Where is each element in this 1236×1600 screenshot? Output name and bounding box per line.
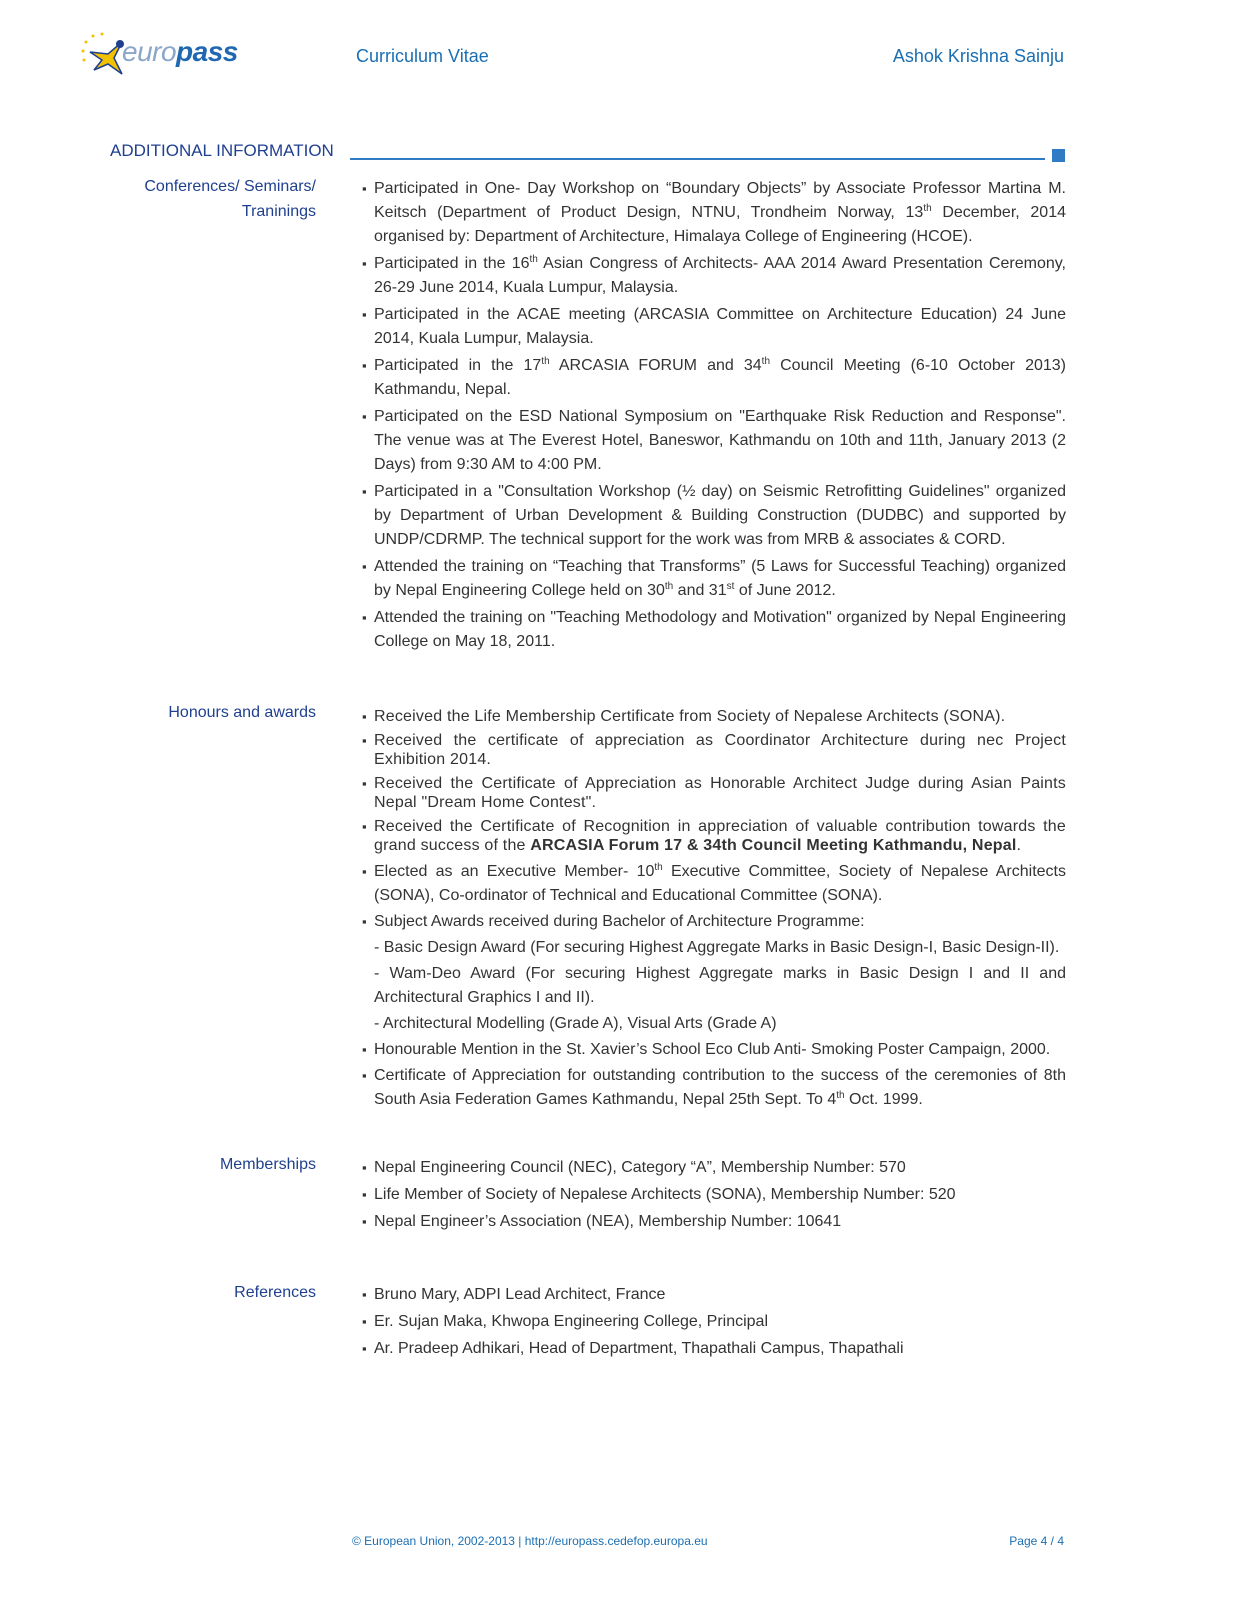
list-item: ▪ Nepal Engineering Council (NEC), Category “A”, Membership Number: 570 [362,1156,1066,1180]
list-item: ▪ Nepal Engineer’s Association (NEA), Membership Number: 10641 [362,1210,1066,1234]
list-item: ▪ Participated in a "Consultation Workshop (½ day) on Seismic Retrofitting Guidelines" organized by Department of Urban Development & Building Construction (DUDBC) and supported by UNDP/CDRMP. The technical support for the work was from MRB & associates & CORD. [362,480,1066,552]
list-item: ▪ Participated on the ESD National Symposium on "Earthquake Risk Reduction and Response". The venue was at The Everest Hotel, Baneswor, Kathmandu on 10th and 11th, January 2013 (2 Days) from 9:30 AM to 4:00 PM. [362,405,1066,477]
list-item: ▪ Attended the training on “Teaching that Transforms” (5 Laws for Successful Teaching) organized by Nepal Engineering College held on 30th and 31st of June 2012. [362,555,1066,603]
list-item: ▪ Er. Sujan Maka, Khwopa Engineering College, Principal [362,1310,1066,1334]
europass-logo [78,30,238,80]
list-subitem: - Basic Design Award (For securing Highest Aggregate Marks in Basic Design-I, Basic Design-II). [374,939,1060,956]
conferences-label: Conferences/ Seminars/ Traninings [144,178,316,220]
list-item: ▪ Received the Certificate of Recognition in appreciation of valuable contribution towards the grand success of the ARCASIA Forum 17 & 34th Council Meeting Kathmandu, Nepal. [362,817,1066,855]
section-title: ADDITIONAL INFORMATION [110,141,334,160]
honours-label: Honours and awards [168,704,316,721]
list-item: ▪ Certificate of Appreciation for outstanding contribution to the success of the ceremonies of 8th South Asia Federation Games Kathmandu, Nepal 25th Sept. To 4th Oct. 1999. [362,1064,1066,1112]
person-name: Ashok Krishna Sainju [892,46,1064,66]
list-item: ▪ Life Member of Society of Nepalese Architects (SONA), Membership Number: 520 [362,1183,1066,1207]
list-item: ▪ Participated in One- Day Workshop on “Boundary Objects” by Associate Professor Martina M. Keitsch (Department of Product Design, NTNU, Trondheim Norway, 13th December, 2014 organised by: Department of Architecture, Himalaya College of Engineering (HCOE). [362,177,1066,249]
list-item: ▪ Participated in the 17th ARCASIA FORUM and 34th Council Meeting (6-10 October 2013) Kathmandu, Nepal. [362,354,1066,402]
conferences-list [362,177,1066,657]
page-number: Page 4 / 4 [1009,1534,1064,1548]
list-item: ▪ Received the Certificate of Appreciation as Honorable Architect Judge during Asian Paints Nepal "Dream Home Contest". [362,774,1066,812]
section-marker-square [1052,149,1065,162]
list-item: ▪ Received the certificate of appreciation as Coordinator Architecture during nec Project Exhibition 2014. [362,731,1066,769]
list-item: ▪ Received the Life Membership Certificate from Society of Nepalese Architects (SONA). [362,707,1066,726]
references-label: References [234,1284,316,1301]
list-item: ▪ Attended the training on "Teaching Methodology and Motivation" organized by Nepal Engineering College on May 18, 2011. [362,606,1066,654]
list-item: ▪ Participated in the ACAE meeting (ARCASIA Committee on Architecture Education) 24 June 2014, Kuala Lumpur, Malaysia. [362,303,1066,351]
list-item: ▪ Elected as an Executive Member- 10th Executive Committee, Society of Nepalese Architects (SONA), Co-ordinator of Technical and Educational Committee (SONA). [362,860,1066,908]
honours-list [362,707,1066,1114]
footer-copyright-link[interactable]: © European Union, 2002-2013 | http://europass.cedefop.europa.eu [352,1534,708,1548]
memberships-label: Memberships [219,1156,316,1173]
list-item: ▪ Bruno Mary, ADPI Lead Architect, France [362,1283,1066,1307]
list-item: ▪ Honourable Mention in the St. Xavier’s School Eco Club Anti- Smoking Poster Campaign, 2000. [362,1038,1066,1062]
list-item: ▪ Participated in the 16th Asian Congress of Architects- AAA 2014 Award Presentation Ceremony, 26-29 June 2014, Kuala Lumpur, Malaysia. [362,252,1066,300]
list-item: ▪ Ar. Pradeep Adhikari, Head of Department, Thapathali Campus, Thapathali [362,1337,1066,1361]
references-list [362,1283,1066,1364]
document-title: Curriculum Vitae [356,46,489,66]
list-item: ▪ Subject Awards received during Bachelor of Architecture Programme: [362,910,1066,934]
memberships-list [362,1156,1066,1237]
logo-wordmark: europass [122,36,238,67]
section-divider [350,158,1045,160]
list-subitem: - Wam-Deo Award (For securing Highest Aggregate marks in Basic Design I and II and Architectural Graphics I and II). [374,965,1066,1006]
list-subitem: - Architectural Modelling (Grade A), Visual Arts (Grade A) [374,1015,777,1032]
